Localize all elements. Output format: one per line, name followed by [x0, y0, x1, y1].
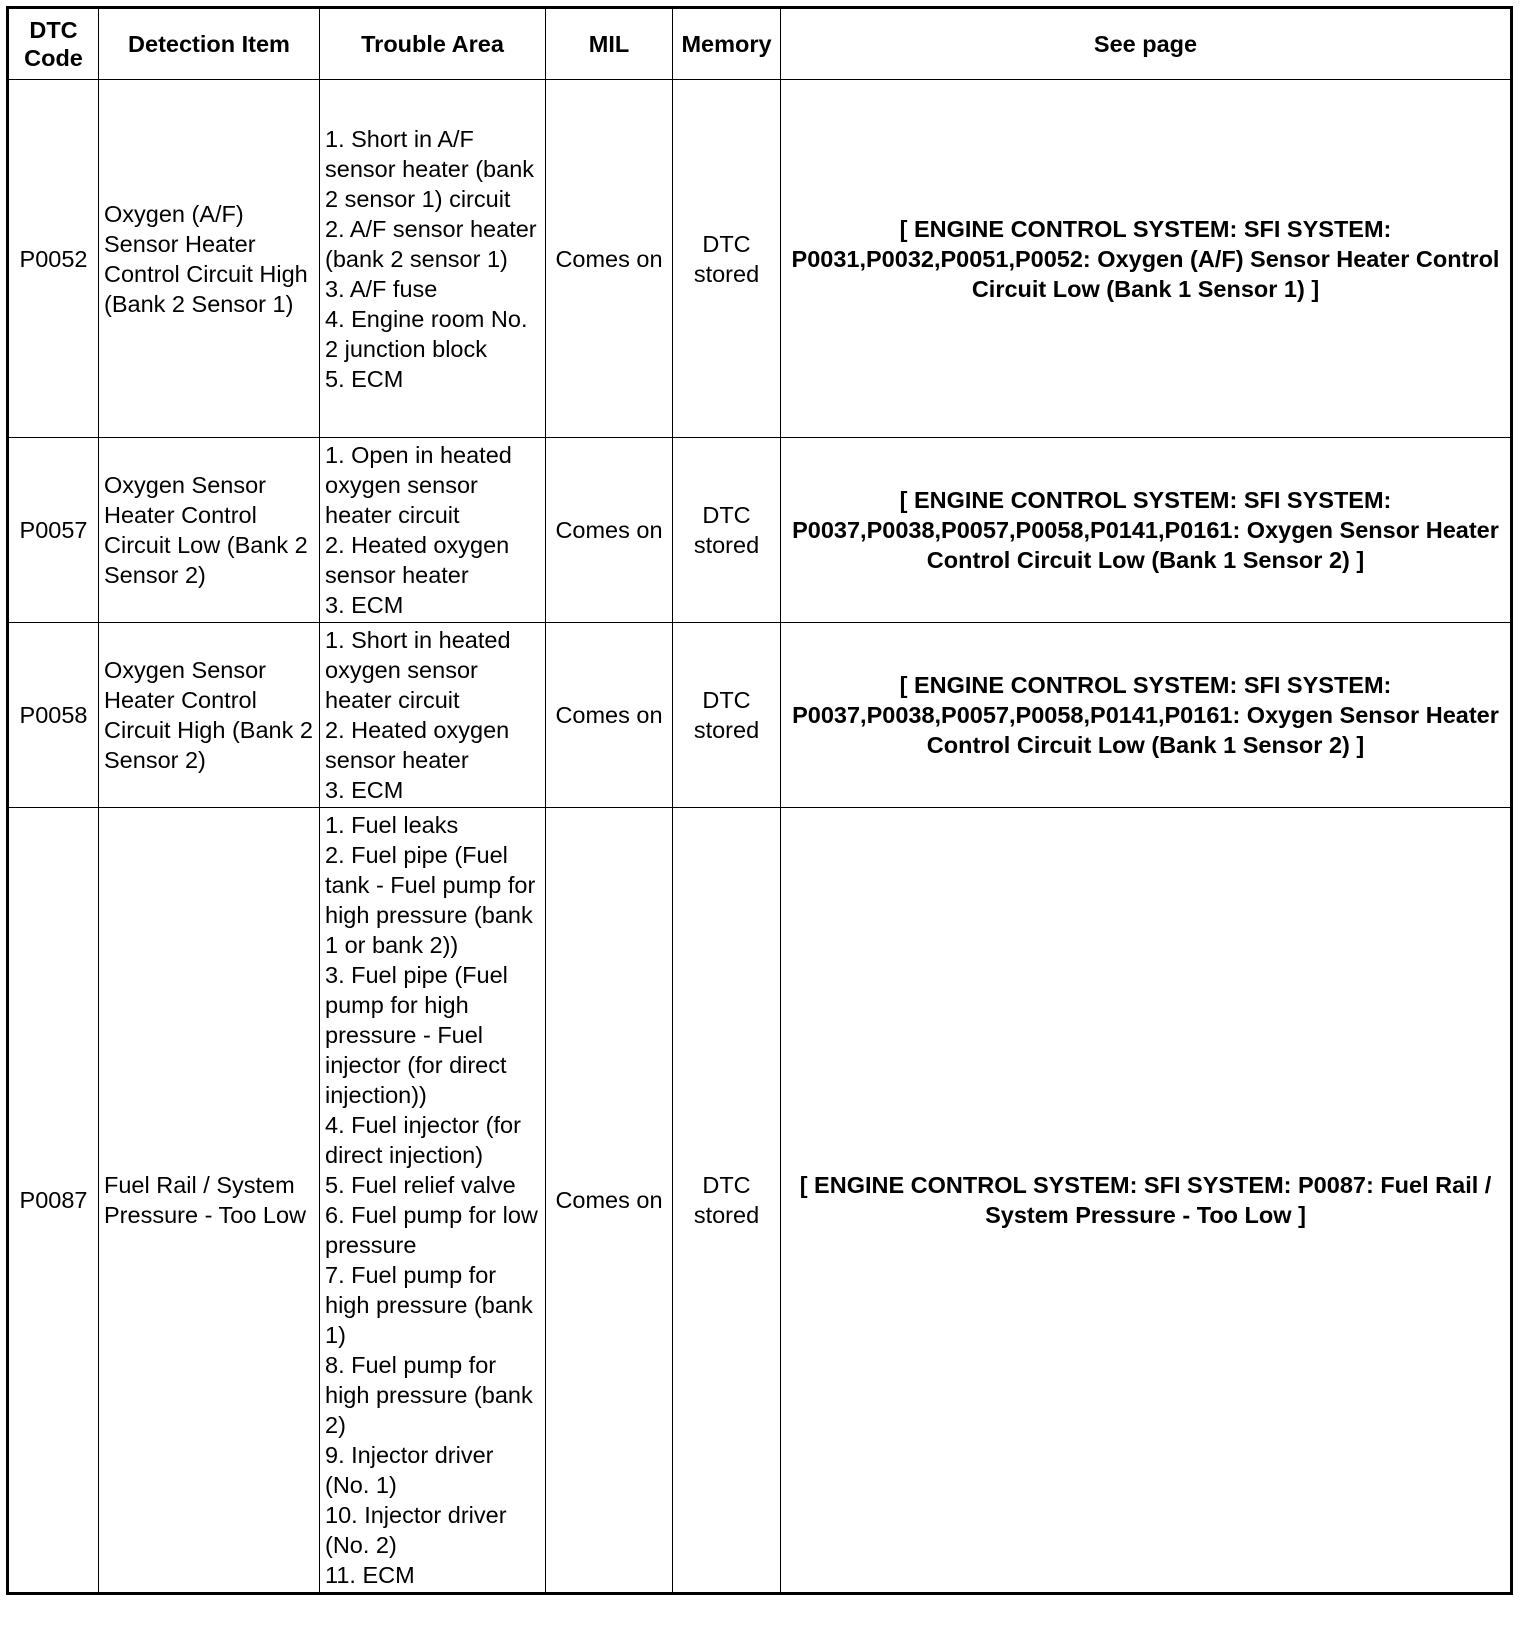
dtc-code-cell: P0087	[8, 808, 99, 1594]
trouble-area-line: 3. Fuel pipe (Fuel pump for high pressure - Fuel injector (for direct injection))	[325, 962, 508, 1108]
trouble-area-line: 2. Fuel pipe (Fuel tank - Fuel pump for high pressure (bank 1 or bank 2))	[325, 842, 536, 958]
table-row	[8, 80, 1512, 438]
dtc-code-cell: P0052	[8, 80, 99, 438]
trouble-area-line: 3. ECM	[325, 777, 404, 803]
trouble-area-cell	[320, 438, 546, 623]
header-memory: Memory	[673, 8, 781, 80]
trouble-area-line: 1. Open in heated oxygen sensor heater circuit	[325, 442, 512, 528]
dtc-code-cell: P0058	[8, 623, 99, 808]
trouble-area-cell	[320, 623, 546, 808]
detection-item-cell: Oxygen Sensor Heater Control Circuit Low (Bank 2 Sensor 2)	[99, 438, 320, 623]
header-detection-item: Detection Item	[99, 8, 320, 80]
header-mil: MIL	[546, 8, 673, 80]
trouble-area-line: 3. ECM	[325, 592, 404, 618]
see-page-link[interactable]: [ ENGINE CONTROL SYSTEM: SFI SYSTEM: P0037,P0038,P0057,P0058,P0141,P0161: Oxygen Sensor Heater Control Circuit Low (Bank 1 Sensor 2) ]	[781, 438, 1512, 623]
header-row	[8, 8, 1512, 80]
trouble-area-line: 10. Injector driver (No. 2)	[325, 1502, 507, 1558]
memory-cell: DTC stored	[673, 808, 781, 1594]
header-dtc-code: DTC Code	[8, 8, 99, 80]
trouble-area-line: 1. Short in heated oxygen sensor heater circuit	[325, 627, 511, 713]
trouble-area-line: 2. A/F sensor heater (bank 2 sensor 1)	[325, 215, 537, 272]
table-row	[8, 623, 1512, 808]
mil-cell: Comes on	[546, 623, 673, 808]
trouble-area-line: 8. Fuel pump for high pressure (bank 2)	[325, 1352, 533, 1438]
trouble-area-line: 2. Heated oxygen sensor heater	[325, 532, 510, 588]
trouble-area-line: 1. Short in A/F sensor heater (bank 2 sensor 1) circuit	[325, 125, 535, 212]
memory-cell: DTC stored	[673, 80, 781, 438]
memory-cell: DTC stored	[673, 438, 781, 623]
trouble-area-line: 4. Engine room No. 2 junction block	[325, 305, 528, 362]
trouble-area-line: 5. ECM	[325, 365, 404, 392]
trouble-area-line: 5. Fuel relief valve	[325, 1172, 516, 1198]
trouble-area-line: 4. Fuel injector (for direct injection)	[325, 1112, 521, 1168]
trouble-area-line: 9. Injector driver (No. 1)	[325, 1442, 494, 1498]
mil-cell: Comes on	[546, 80, 673, 438]
detection-item-cell: Fuel Rail / System Pressure - Too Low	[99, 808, 320, 1594]
see-page-link[interactable]: [ ENGINE CONTROL SYSTEM: SFI SYSTEM: P0031,P0032,P0051,P0052: Oxygen (A/F) Sensor Heater Control Circuit Low (Bank 1 Sensor 1) ]	[781, 80, 1512, 438]
trouble-area-cell	[320, 80, 546, 438]
trouble-area-line: 11. ECM	[325, 1562, 415, 1588]
trouble-area-line: 1. Fuel leaks	[325, 812, 459, 838]
header-see-page: See page	[781, 8, 1512, 80]
trouble-area-line: 2. Heated oxygen sensor heater	[325, 717, 510, 773]
table-row	[8, 438, 1512, 623]
memory-cell: DTC stored	[673, 623, 781, 808]
detection-item-cell: Oxygen (A/F) Sensor Heater Control Circuit High (Bank 2 Sensor 1)	[99, 80, 320, 438]
dtc-code-cell: P0057	[8, 438, 99, 623]
header-trouble-area: Trouble Area	[320, 8, 546, 80]
trouble-area-line: 7. Fuel pump for high pressure (bank 1)	[325, 1262, 533, 1348]
trouble-area-line: 6. Fuel pump for low pressure	[325, 1202, 538, 1258]
table-row	[8, 808, 1512, 1594]
see-page-link[interactable]: [ ENGINE CONTROL SYSTEM: SFI SYSTEM: P0087: Fuel Rail / System Pressure - Too Low ]	[781, 808, 1512, 1594]
mil-cell: Comes on	[546, 438, 673, 623]
trouble-area-cell	[320, 808, 546, 1594]
see-page-link[interactable]: [ ENGINE CONTROL SYSTEM: SFI SYSTEM: P0037,P0038,P0057,P0058,P0141,P0161: Oxygen Sensor Heater Control Circuit Low (Bank 1 Sensor 2) ]	[781, 623, 1512, 808]
trouble-area-line: 3. A/F fuse	[325, 275, 438, 302]
mil-cell: Comes on	[546, 808, 673, 1594]
dtc-table	[6, 6, 1513, 1595]
detection-item-cell: Oxygen Sensor Heater Control Circuit High (Bank 2 Sensor 2)	[99, 623, 320, 808]
